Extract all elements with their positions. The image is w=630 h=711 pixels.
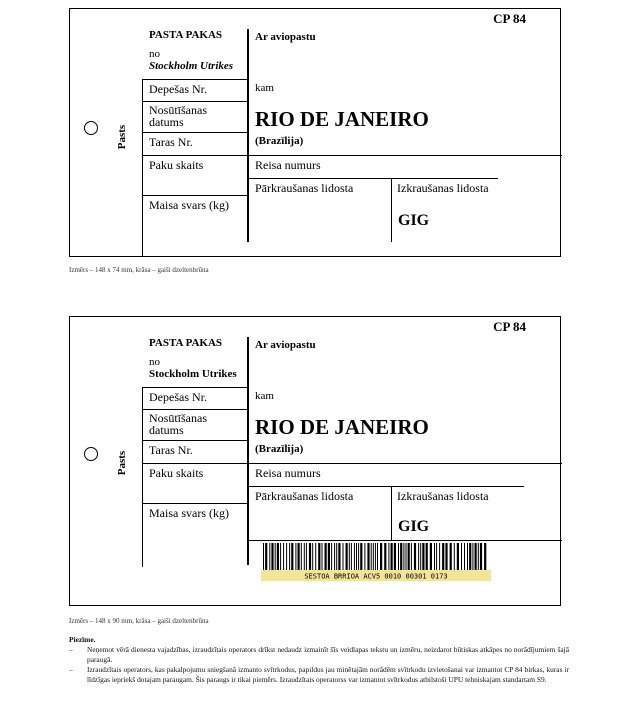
flight-no-label: Reisa numurs bbox=[255, 158, 321, 172]
barcode-bar bbox=[343, 543, 344, 570]
label-caption-1: Izmērs – 148 x 74 mm, krāsa – gaiši dzeltenbrūna bbox=[69, 266, 209, 274]
barcode-bar bbox=[406, 543, 407, 570]
barcode-bar bbox=[304, 543, 305, 570]
barcode-bar bbox=[461, 543, 462, 570]
barcode-bar bbox=[269, 543, 270, 570]
barcode-bar bbox=[334, 543, 335, 570]
barcode-bar bbox=[484, 543, 486, 570]
airport-code: GIG bbox=[398, 212, 430, 229]
barcode bbox=[261, 543, 491, 581]
service-name: PASTA PAKAS bbox=[149, 337, 223, 349]
from-prefix: no bbox=[149, 356, 160, 368]
barcode-bar bbox=[275, 543, 276, 570]
barcode-bar bbox=[398, 543, 399, 570]
barcode-bar bbox=[312, 543, 313, 570]
barcode-bar bbox=[434, 543, 435, 570]
row-line bbox=[248, 540, 562, 541]
row-line bbox=[142, 195, 248, 196]
barcode-bar bbox=[351, 543, 352, 570]
barcode-bar bbox=[377, 543, 378, 570]
barcode-text: SESTOA BRRIOA ACV5 0010 00301 0173 bbox=[304, 572, 448, 581]
barcode-bar bbox=[420, 543, 421, 570]
side-label: Pasts bbox=[116, 450, 129, 476]
punch-hole bbox=[84, 447, 98, 461]
barcode-bar bbox=[328, 543, 330, 570]
barcode-bar bbox=[331, 543, 332, 570]
tare-no-label: Taras Nr. bbox=[149, 135, 193, 149]
barcode-bar bbox=[367, 543, 369, 570]
airmail-label: Ar aviopastu bbox=[255, 339, 316, 351]
destination-city: RIO DE JANEIRO bbox=[255, 415, 429, 439]
barcode-bar bbox=[354, 543, 355, 570]
to-label: kam bbox=[255, 390, 274, 402]
barcode-bar bbox=[336, 543, 337, 570]
punch-hole bbox=[84, 121, 98, 135]
row-line bbox=[142, 132, 248, 133]
barcode-bar bbox=[464, 543, 465, 570]
barcode-bar bbox=[364, 543, 365, 570]
row-line bbox=[248, 178, 498, 179]
form-code: CP 84 bbox=[493, 11, 526, 26]
barcode-bar bbox=[271, 543, 273, 570]
barcode-bar bbox=[469, 543, 471, 570]
destination-city: RIO DE JANEIRO bbox=[255, 107, 429, 131]
airmail-label: Ar aviopastu bbox=[255, 31, 316, 43]
barcode-bar bbox=[478, 543, 479, 570]
barcode-bar bbox=[450, 543, 452, 570]
barcode-bar bbox=[439, 543, 440, 570]
barcode-bar bbox=[408, 543, 410, 570]
barcode-bar bbox=[360, 543, 362, 570]
left-column-divider bbox=[142, 79, 143, 257]
note-title: Piezīme. bbox=[69, 635, 96, 644]
barcode-bar bbox=[391, 543, 393, 570]
row-line bbox=[142, 79, 248, 80]
row-line bbox=[142, 101, 248, 102]
barcode-bar bbox=[418, 543, 419, 570]
tare-no-label: Taras Nr. bbox=[149, 443, 193, 457]
barcode-bar bbox=[403, 543, 404, 570]
transit-airport-label: Pārkraušanas lidosta bbox=[255, 489, 354, 503]
barcode-bar bbox=[436, 543, 437, 570]
form-code: CP 84 bbox=[493, 319, 526, 334]
barcode-bar bbox=[358, 543, 359, 570]
footnote bbox=[69, 635, 569, 685]
barcode-bar bbox=[277, 543, 279, 570]
dispatch-no-label: Depešas Nr. bbox=[149, 82, 207, 96]
note-item bbox=[69, 665, 569, 685]
barcode-bar bbox=[298, 543, 300, 570]
barcode-bar bbox=[414, 543, 416, 570]
barcode-bar bbox=[309, 543, 311, 570]
barcode-bar bbox=[295, 543, 296, 570]
transit-airport-label: Pārkraušanas lidosta bbox=[255, 181, 354, 195]
note-item bbox=[69, 645, 569, 665]
barcode-bar bbox=[306, 543, 307, 570]
barcode-bar bbox=[411, 543, 412, 570]
row-line bbox=[142, 440, 248, 441]
barcode-bar bbox=[289, 543, 290, 570]
note-text: Izraudzītais operators, kas pakalpojumu sniegšanā izmanto svītrkodus, papildus jau minētajām norādēm svītrkodu izvietošanai var izmantot CP 84 birkas, kuras ir līdzīgas iepriekš dotajam paraugam. Šis paraugs ir tikai piemērs. Izraudzītais operatorss var izmantot svītrkodus atbilstoši UPU tehniskajam standartam S9. bbox=[87, 665, 569, 684]
row-line bbox=[142, 409, 248, 410]
barcode-bar bbox=[283, 543, 284, 570]
barcode-bar bbox=[422, 543, 424, 570]
barcode-bar bbox=[400, 543, 402, 570]
barcode-bar bbox=[384, 543, 386, 570]
destination-country: (Brazīlija) bbox=[255, 135, 304, 147]
barcode-bar bbox=[454, 543, 455, 570]
barcode-bar bbox=[301, 543, 302, 570]
barcode-bar bbox=[263, 543, 264, 570]
flight-no-label: Reisa numurs bbox=[255, 466, 321, 480]
from-prefix: no bbox=[149, 48, 160, 60]
dispatch-date-label: Nosūtīšanas datums bbox=[149, 103, 207, 129]
to-label: kam bbox=[255, 82, 274, 94]
barcode-bar bbox=[442, 543, 444, 570]
bag-weight-label: Maisa svars (kg) bbox=[149, 506, 229, 520]
unload-airport-label: Izkraušanas lidosta bbox=[397, 489, 489, 503]
barcode-bar bbox=[265, 543, 267, 570]
note-text: Neņemot vērā dienesta vajadzības, izraudzītais operators drīkst nedaudz izmainīt šīs veidlapas tekstu un izmēru, neizdarot būtiskas atkāpes no norādījumiem šajā paraugā. bbox=[87, 645, 569, 664]
airport-divider bbox=[391, 178, 392, 242]
barcode-bar bbox=[472, 543, 473, 570]
barcode-bar bbox=[322, 543, 323, 570]
barcode-bar bbox=[349, 543, 350, 570]
dispatch-date-label: Nosūtīšanas datums bbox=[149, 411, 207, 437]
label-caption-2: Izmērs – 148 x 90 mm, krāsa – gaiši dzeltenbrūna bbox=[69, 617, 209, 625]
barcode-bar bbox=[457, 543, 459, 570]
row-line bbox=[142, 155, 562, 156]
bag-weight-label: Maisa svars (kg) bbox=[149, 198, 229, 212]
barcode-bar bbox=[318, 543, 320, 570]
barcode-bar bbox=[375, 543, 376, 570]
barcode-bar bbox=[346, 543, 348, 570]
barcode-bar bbox=[291, 543, 293, 570]
from-place: Stockholm Utrikes bbox=[149, 60, 234, 72]
side-label: Pasts bbox=[116, 124, 129, 150]
barcode-bar bbox=[371, 543, 372, 570]
barcode-bars bbox=[263, 543, 486, 570]
barcode-bar bbox=[338, 543, 340, 570]
left-column-divider bbox=[142, 387, 143, 567]
barcode-bar bbox=[430, 543, 432, 570]
barcode-bar bbox=[388, 543, 389, 570]
unload-airport-label: Izkraušanas lidosta bbox=[397, 181, 489, 195]
barcode-bar bbox=[373, 543, 374, 570]
note-bullet: – bbox=[69, 645, 73, 654]
barcode-bar bbox=[280, 543, 281, 570]
barcode-bar bbox=[286, 543, 287, 570]
row-line bbox=[142, 503, 248, 504]
barcode-bar bbox=[356, 543, 357, 570]
parcel-count-label: Paku skaits bbox=[149, 466, 204, 480]
destination-country: (Brazīlija) bbox=[255, 443, 304, 455]
barcode-bar bbox=[480, 543, 482, 570]
service-name: PASTA PAKAS bbox=[149, 29, 223, 41]
main-divider bbox=[247, 337, 249, 565]
main-divider bbox=[247, 29, 249, 242]
row-line bbox=[142, 387, 248, 388]
airport-code: GIG bbox=[398, 518, 430, 535]
barcode-bar bbox=[325, 543, 327, 570]
barcode-bar bbox=[394, 543, 396, 570]
from-place: Stockholm Utrikes bbox=[149, 368, 237, 380]
barcode-bar bbox=[426, 543, 428, 570]
barcode-bar bbox=[445, 543, 447, 570]
label-card-1 bbox=[69, 8, 561, 257]
barcode-bar bbox=[475, 543, 477, 570]
row-line bbox=[142, 463, 562, 464]
parcel-count-label: Paku skaits bbox=[149, 158, 204, 172]
note-bullet: – bbox=[69, 665, 73, 674]
label-card-2 bbox=[69, 316, 561, 606]
barcode-bar bbox=[467, 543, 468, 570]
barcode-bar bbox=[380, 543, 382, 570]
airport-divider bbox=[391, 486, 392, 540]
dispatch-no-label: Depešas Nr. bbox=[149, 390, 207, 404]
row-line bbox=[248, 486, 524, 487]
barcode-bar bbox=[315, 543, 316, 570]
